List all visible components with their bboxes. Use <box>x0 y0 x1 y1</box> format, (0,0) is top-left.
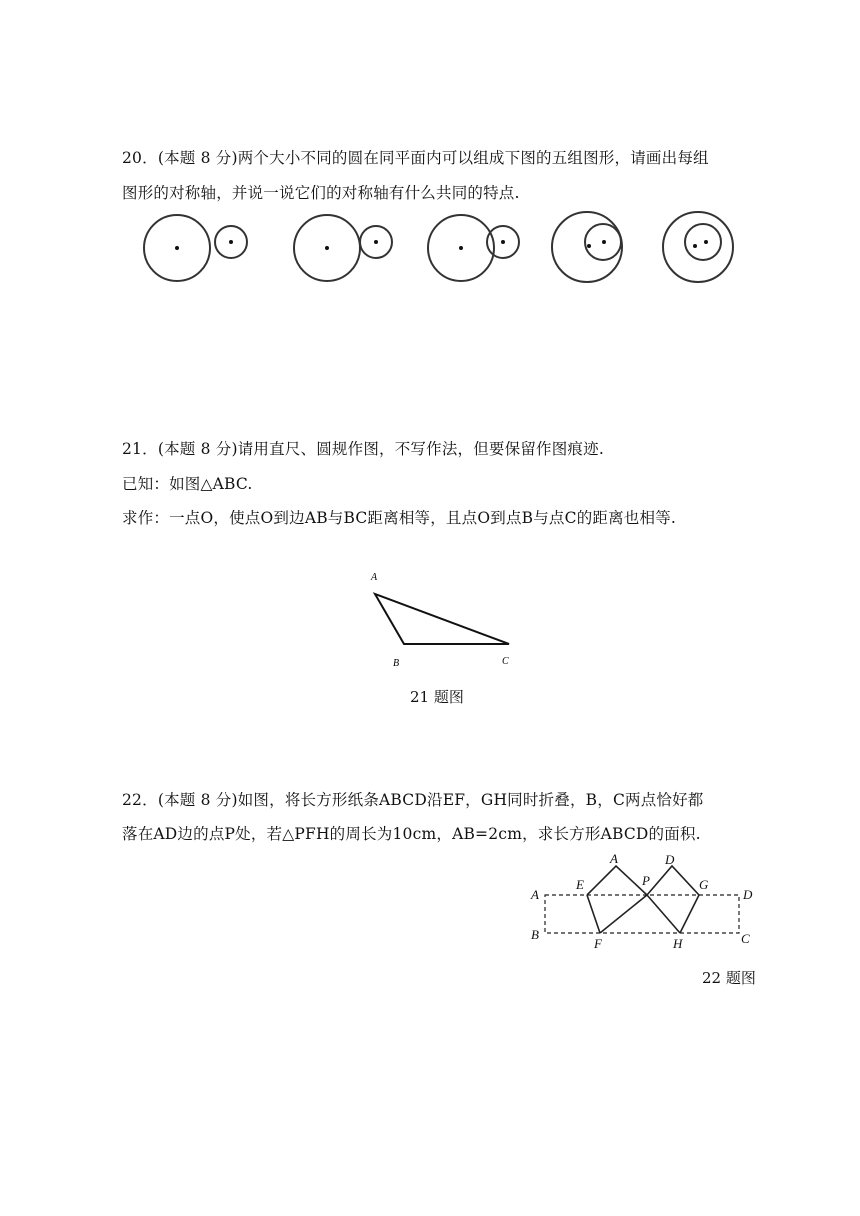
center-dot <box>459 246 463 250</box>
center-dot <box>325 246 329 250</box>
q22-folding-figure <box>0 845 860 955</box>
label-f: F <box>594 936 602 951</box>
label-b-rect: B <box>531 927 539 942</box>
q21-figure-caption: 21 题图 <box>410 688 464 706</box>
center-dot <box>693 244 697 248</box>
center-dot <box>229 240 233 244</box>
q21-line2: 已知：如图△ABC. <box>122 475 253 493</box>
center-dot <box>587 244 591 248</box>
q21-line1: 21．(本题 8 分)请用直尺、圆规作图，不写作法，但要保留作图痕迹. <box>122 440 604 458</box>
label-c-rect: C <box>741 931 750 946</box>
center-dot <box>374 240 378 244</box>
fold-line-gh <box>680 895 699 933</box>
center-dot <box>501 240 505 244</box>
center-dot <box>704 240 708 244</box>
triangle-abc <box>375 594 509 644</box>
q20-line2: 图形的对称轴，并说一说它们的对称轴有什么共同的特点. <box>122 184 520 202</box>
label-h: H <box>673 936 683 951</box>
label-e: E <box>576 877 584 892</box>
vertex-label-c: C <box>502 656 509 667</box>
fold-left-flap <box>587 866 647 895</box>
rectangle-abcd <box>545 895 739 933</box>
label-d-rect: D <box>743 887 753 902</box>
circle-pair5-small <box>685 224 721 260</box>
q20-line1: 20．(本题 8 分)两个大小不同的圆在同平面内可以组成下图的五组图形，请画出每组 <box>122 149 709 167</box>
label-d-fold: D <box>665 852 675 867</box>
center-dot <box>602 240 606 244</box>
label-a-fold: A <box>610 851 618 866</box>
vertex-label-a: A <box>371 572 378 583</box>
label-g: G <box>699 877 709 892</box>
q22-line1: 22．(本题 8 分)如图，将长方形纸条ABCD沿EF，GH同时折叠，B，C两点恰好都 <box>122 791 704 809</box>
segment-ph <box>647 895 680 933</box>
label-p: P <box>642 873 650 888</box>
circle-pair4-large <box>552 212 622 282</box>
q21-triangle-figure <box>0 565 860 675</box>
fold-line-ef <box>587 895 600 933</box>
q22-line2: 落在AD边的点P处，若△PFH的周长为10cm，AB=2cm，求长方形ABCD的面积. <box>122 825 701 843</box>
segment-fp <box>600 895 647 933</box>
center-dot <box>175 246 179 250</box>
circle-pair5-large <box>663 212 733 282</box>
q21-line3: 求作：一点O，使点O到边AB与BC距离相等，且点O到点B与点C的距离也相等. <box>122 509 677 527</box>
vertex-label-b: B <box>393 658 400 669</box>
q22-figure-caption: 22 题图 <box>702 969 756 987</box>
fold-right-flap <box>647 866 699 895</box>
q20-circles-figure <box>0 210 860 290</box>
label-a-rect: A <box>531 887 539 902</box>
